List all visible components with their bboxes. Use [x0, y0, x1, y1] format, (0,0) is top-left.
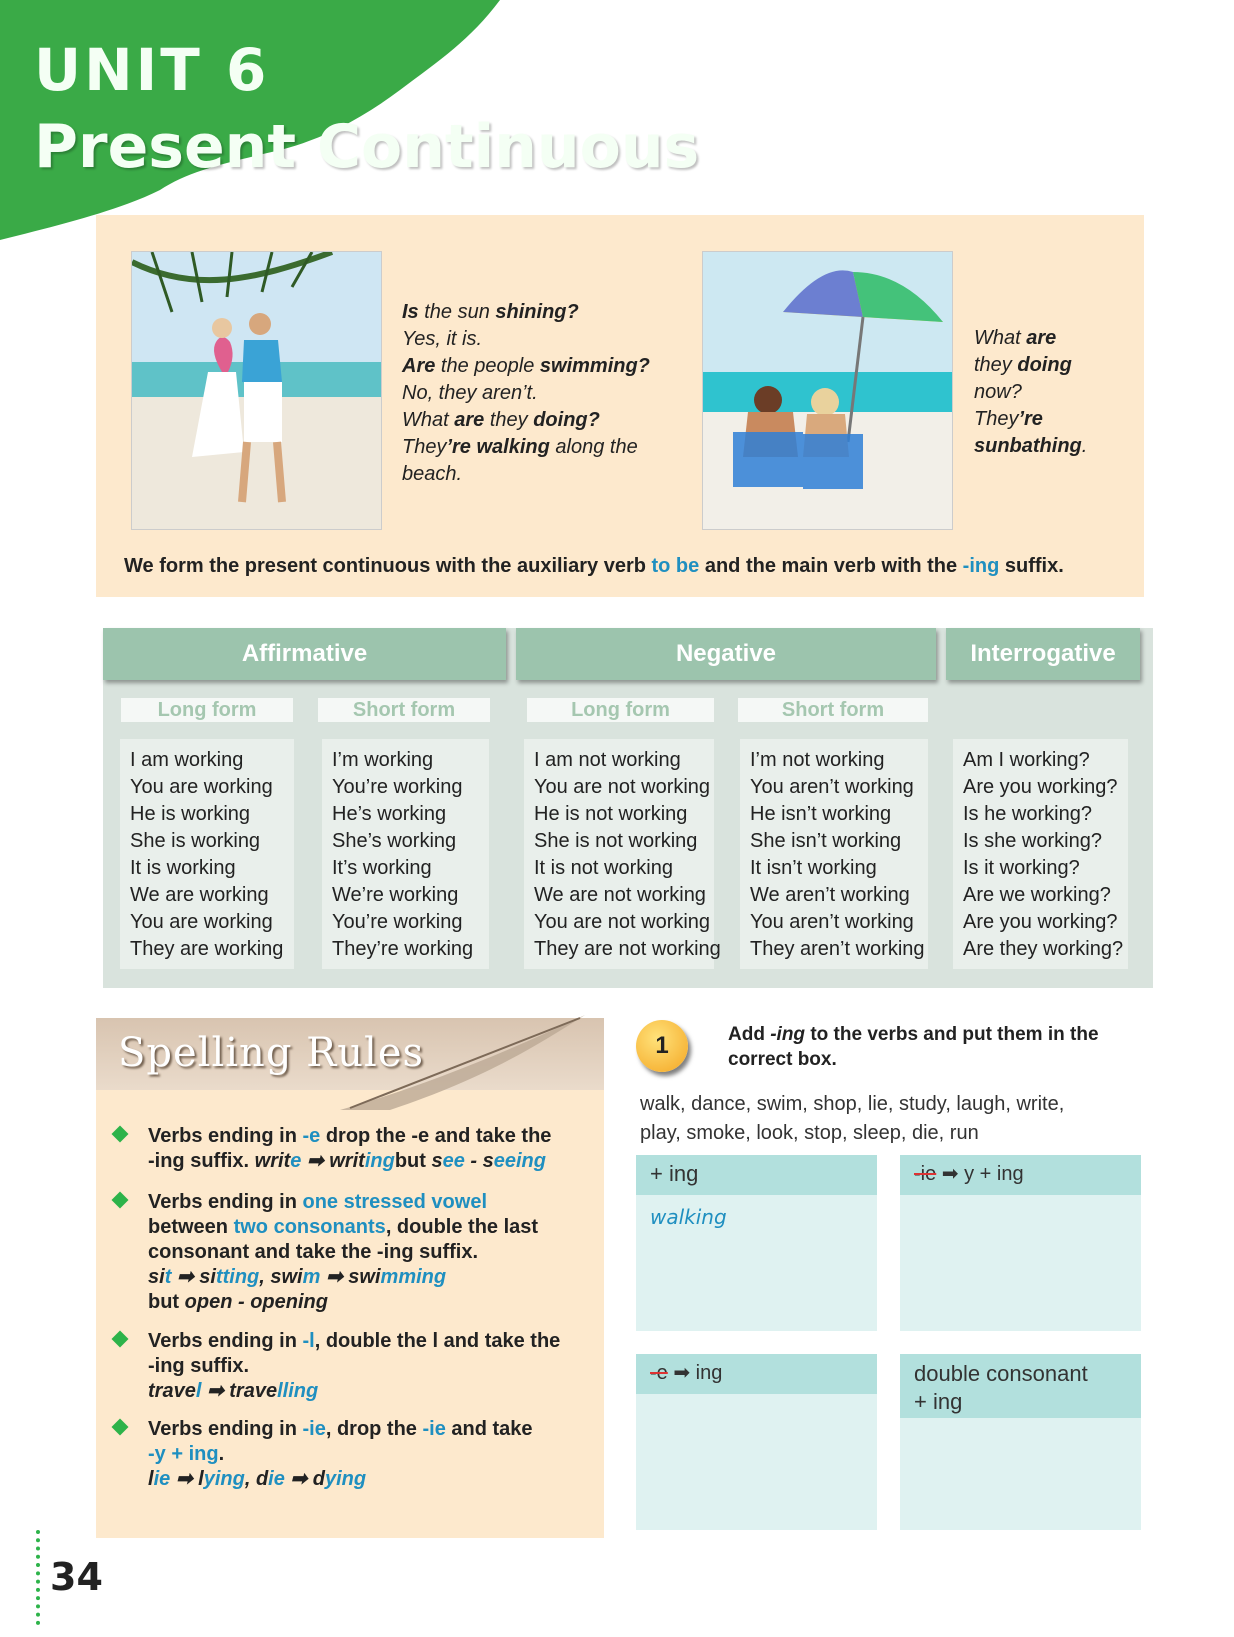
table-cell: You are not working — [534, 911, 711, 933]
table-cell: I’m working — [332, 749, 434, 771]
table-cell: I’m not working — [750, 749, 885, 771]
answer-box-drop-e[interactable] — [636, 1354, 877, 1530]
verb-list: walk, dance, swim, shop, lie, study, laugh, write, play, smoke, look, stop, sleep, die, run — [640, 1093, 1065, 1144]
dialog-walking: Is the sun shining? Yes, it is. Are the people swimming? No, they aren’t. What are they doing? They’re walking along the beach. — [402, 301, 650, 485]
table-cell: Is it working? — [963, 857, 1080, 879]
subheader-aff-short: Short form — [318, 698, 490, 722]
table-cell: We are not working — [534, 884, 706, 906]
table-cell: Is he working? — [963, 803, 1092, 825]
table-cell: Is she working? — [963, 830, 1102, 852]
header-negative: Negative — [516, 628, 936, 680]
table-cell: We are working — [130, 884, 269, 906]
dialog-sunbathing: What are they doing now? They’re sunbathing. — [974, 327, 1088, 457]
beach-walking-photo — [131, 251, 382, 530]
answer-box-double-consonant[interactable] — [900, 1354, 1141, 1530]
table-cell: I am working — [130, 749, 244, 771]
table-cell: She is not working — [534, 830, 698, 852]
exercise-instruction: Add -ing to the verbs and put them in the correct box. — [728, 1024, 1099, 1070]
exercise-number-badge: 1 — [636, 1020, 688, 1072]
table-cell: Are we working? — [963, 884, 1111, 906]
table-cell: It’s working — [332, 857, 432, 879]
table-cell: Are you working? — [963, 776, 1118, 798]
table-cell: Are you working? — [963, 911, 1118, 933]
subheader-neg-short: Short form — [738, 698, 928, 722]
table-cell: You are working — [130, 776, 273, 798]
box-header: -e ➡ ing — [636, 1354, 877, 1394]
table-cell: She is working — [130, 830, 261, 852]
table-cell: She’s working — [332, 830, 457, 852]
table-cell: They are not working — [534, 938, 721, 960]
table-cell: You’re working — [332, 911, 463, 933]
answer-box-plus-ing[interactable] — [636, 1155, 877, 1331]
example-answer: walking — [650, 1205, 727, 1229]
table-cell: They’re working — [332, 938, 474, 960]
table-cell: He is working — [130, 803, 251, 825]
subheader-neg-long: Long form — [527, 698, 714, 722]
spelling-rule-ie: Verbs ending in -ie, drop the -ie and take -y + ing. lie ➡ lying, die ➡ dying — [148, 1418, 533, 1490]
beach-sunbathing-photo — [702, 251, 953, 530]
table-cell: You’re working — [332, 776, 463, 798]
table-cell: You are working — [130, 911, 273, 933]
spelling-rules-title: Spelling Rules — [118, 1030, 425, 1076]
table-cell: It is working — [130, 857, 236, 879]
negative-long-column — [524, 739, 721, 969]
table-cell: We’re working — [332, 884, 459, 906]
table-cell: Are they working? — [963, 938, 1124, 960]
table-cell: He’s working — [332, 803, 447, 825]
unit-number: UNIT 6 — [34, 36, 270, 104]
table-cell: I am not working — [534, 749, 681, 771]
table-cell: They are working — [130, 938, 284, 960]
spelling-rule-e: Verbs ending in -e drop the -e and take the -ing suffix. write ➡ writingbut see - seeing — [148, 1125, 552, 1172]
table-cell: Am I working? — [963, 749, 1090, 771]
box-header: + ing — [636, 1155, 877, 1195]
answer-box-ie-to-y[interactable] — [900, 1155, 1141, 1331]
affirmative-short-column — [322, 739, 489, 969]
spelling-rule-l: Verbs ending in -l, double the l and take the -ing suffix. travel ➡ travelling — [148, 1330, 561, 1402]
table-cell: It is not working — [534, 857, 673, 879]
negative-short-column — [740, 739, 928, 969]
table-cell: He isn’t working — [750, 803, 892, 825]
subheader-aff-long: Long form — [121, 698, 293, 722]
page-title: Present Continuous — [34, 112, 700, 182]
table-cell: You aren’t working — [750, 776, 914, 798]
table-cell: You aren’t working — [750, 911, 914, 933]
table-cell: They aren’t working — [750, 938, 925, 960]
interrogative-column — [953, 739, 1128, 969]
header-interrogative: Interrogative — [946, 628, 1140, 680]
formation-rule: We form the present continuous with the auxiliary verb to be and the main verb with the -ing suffix. — [124, 555, 1064, 577]
header-affirmative: Affirmative — [103, 628, 506, 680]
table-cell: You are not working — [534, 776, 711, 798]
table-cell: It isn’t working — [750, 857, 877, 879]
box-header: -ie ➡ y + ing — [900, 1155, 1141, 1195]
box-header: double consonant + ing — [900, 1354, 1141, 1418]
table-cell: We aren’t working — [750, 884, 910, 906]
affirmative-long-column — [120, 739, 294, 969]
page-dots — [36, 1530, 44, 1625]
page-number: 34 — [50, 1555, 103, 1599]
table-cell: He is not working — [534, 803, 688, 825]
table-cell: She isn’t working — [750, 830, 902, 852]
spelling-rule-double: Verbs ending in one stressed vowel between two consonants, double the last consonant and take the -ing suffix. sit ➡ sitting, swim ➡ swimming but open - opening — [148, 1191, 539, 1313]
